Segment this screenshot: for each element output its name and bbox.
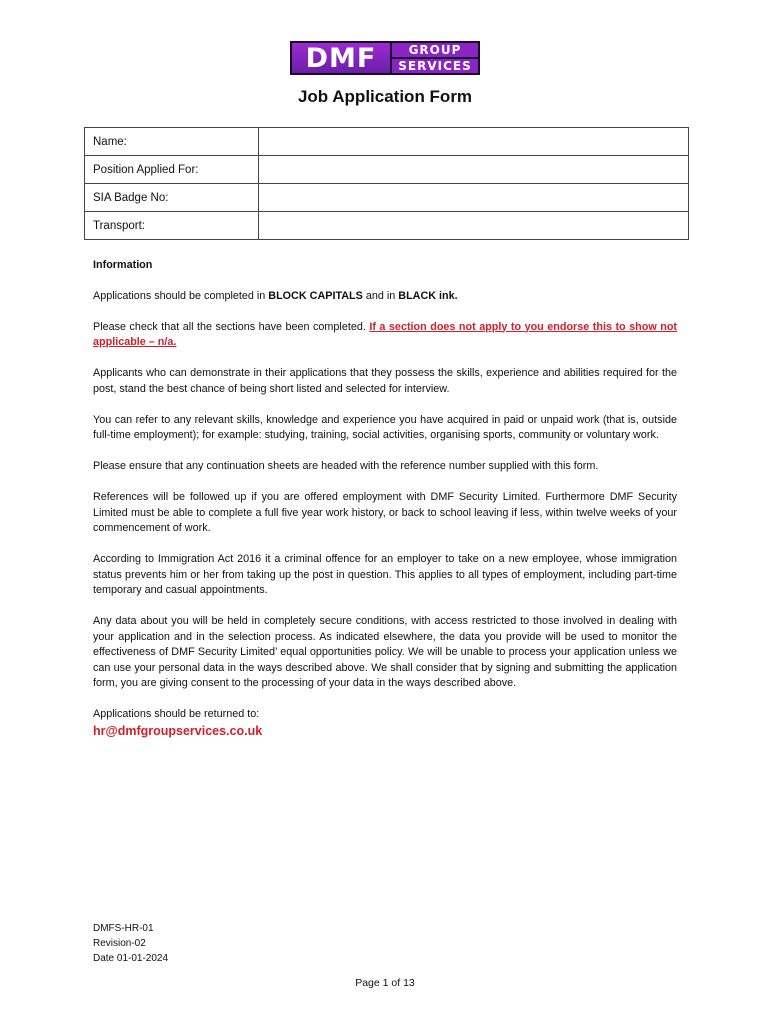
field-label-name: Name: — [85, 128, 259, 156]
info-bold-black-ink: BLACK ink. — [398, 289, 458, 302]
field-input-name[interactable] — [259, 128, 689, 156]
logo-group-text: GROUP — [392, 43, 478, 57]
info-paragraph-check-sections — [93, 320, 677, 351]
return-email-link[interactable]: hr@dmfgroupservices.co.uk — [93, 723, 263, 738]
document-reference — [93, 921, 168, 966]
table-row — [85, 212, 689, 240]
applicant-fields-table — [84, 127, 689, 240]
field-label-sia-badge: SIA Badge No: — [85, 184, 259, 212]
info-red-notice: If a section does not apply to you endorse this to show not applicable – n/a. — [93, 320, 678, 348]
page-number: Page 1 of 13 — [355, 977, 415, 989]
info-text: Applications should be completed in — [93, 289, 269, 302]
information-section — [93, 258, 677, 739]
field-input-transport[interactable] — [259, 212, 689, 240]
info-paragraph-continuation: Please ensure that any continuation sheets are headed with the reference number supplied with this form. — [93, 460, 599, 472]
field-input-position[interactable] — [259, 156, 689, 184]
field-input-sia-badge[interactable] — [259, 184, 689, 212]
return-label: Applications should be returned to: — [93, 708, 260, 720]
logo-dmf-mark: DMF — [290, 41, 392, 75]
info-paragraph-return — [93, 707, 677, 739]
page-title: Job Application Form — [297, 87, 473, 106]
logo-services-text: SERVICES — [392, 57, 478, 73]
info-paragraph-immigration: According to Immigration Act 2016 it a criminal offence for an employer to take on a new employee, whose immigration status prevents him or her from taking up the post in question. This applies to all types of employment, including part-time temporary and casual appointments. — [93, 553, 677, 596]
information-heading: Information — [93, 259, 153, 271]
info-text: and in — [362, 289, 399, 302]
logo-group-services — [392, 41, 480, 75]
info-paragraph-applicants: Applicants who can demonstrate in their applications that they possess the skills, experience and abilities required for the post, stand the best chance of being short listed and selected for interview. — [93, 367, 677, 395]
doc-code: DMFS-HR-01 — [93, 923, 154, 934]
info-text: Please check that all the sections have been completed. — [93, 320, 370, 333]
table-row — [85, 156, 689, 184]
doc-date: Date 01-01-2024 — [93, 953, 169, 964]
table-row — [85, 128, 689, 156]
info-paragraph-data-protection: Any data about you will be held in completely secure conditions, with access restricted to those involved in dealing with your application and in the selection process. As indicated elsewhere, the data you provide will be used to monitor the effectiveness of DMF Security Limited’ equal opportunities policy. We will be unable to process your application unless we can use your personal data in the ways described above. We shall consider that by signing and submitting the application form, you are giving consent to the processing of your data in the ways described above. — [93, 615, 677, 689]
info-paragraph-block-capitals — [93, 289, 677, 305]
table-row — [85, 184, 689, 212]
info-paragraph-references: References will be followed up if you are offered employment with DMF Security Limited. Furthermore DMF Security Limited must be able to complete a full five year work history, or back to school leaving if less, within twelve weeks of your commencement of work. — [93, 491, 677, 534]
field-label-transport: Transport: — [85, 212, 259, 240]
field-label-position: Position Applied For: — [85, 156, 259, 184]
info-paragraph-skills: You can refer to any relevant skills, knowledge and experience you have acquired in paid or unpaid work (that is, outside full-time employment); for example: studying, training, social activities, organising sports, community or voluntary work. — [93, 413, 677, 441]
info-bold-block-capitals: BLOCK CAPITALS — [268, 289, 363, 302]
doc-revision: Revision-02 — [93, 938, 146, 949]
company-logo — [290, 41, 480, 75]
